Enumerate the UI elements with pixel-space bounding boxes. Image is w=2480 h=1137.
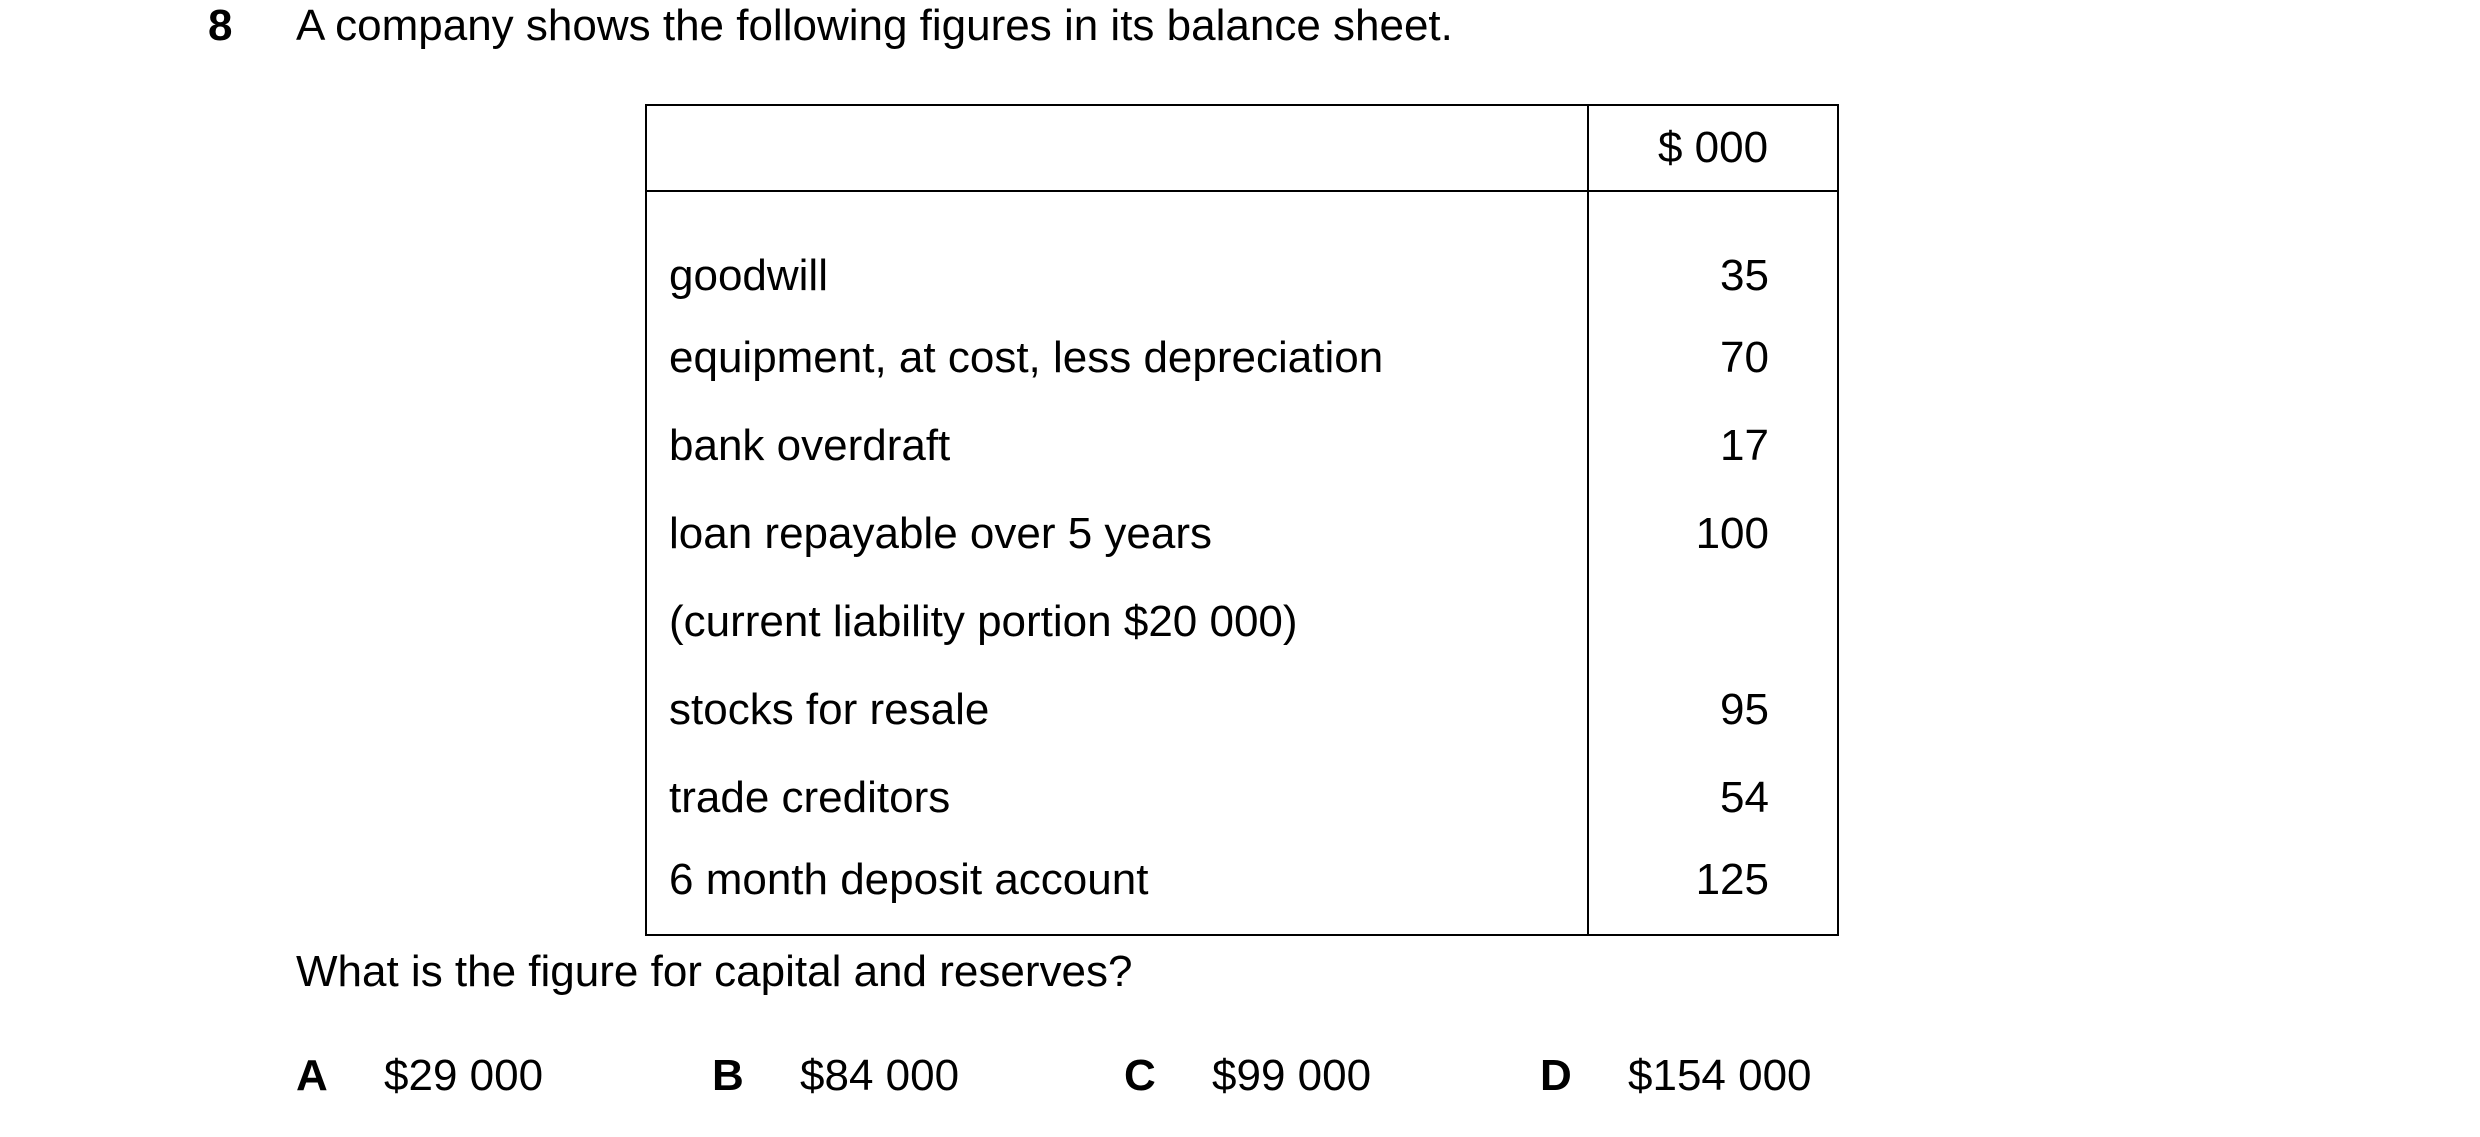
header-item-cell [646,105,1588,191]
option-text: $154 000 [1628,1051,1812,1100]
row-value [1588,578,1838,666]
row-item: equipment, at cost, less depreciation [646,314,1588,402]
row-value: 35 [1588,191,1838,314]
option-d[interactable] [1540,1050,1812,1102]
row-item: (current liability portion $20 000) [646,578,1588,666]
table-row [646,490,1838,578]
row-value: 17 [1588,402,1838,490]
row-item: goodwill [646,191,1588,314]
row-item: stocks for resale [646,666,1588,754]
option-text: $84 000 [800,1051,960,1100]
question-number: 8 [208,1,233,50]
header-unit: $ 000 [1588,105,1838,191]
table-row [646,754,1838,842]
table-row [646,578,1838,666]
table-header-row [646,105,1838,191]
table-row [646,402,1838,490]
question-stem: A company shows the following figures in its balance sheet. [296,1,1453,50]
table-row [646,842,1838,935]
option-letter: A [296,1051,328,1100]
row-item: bank overdraft [646,402,1588,490]
row-value: 70 [1588,314,1838,402]
option-c[interactable] [1124,1050,1371,1102]
table-row [646,314,1838,402]
row-item: loan repayable over 5 years [646,490,1588,578]
option-letter: B [712,1051,744,1100]
option-letter: D [1540,1051,1572,1100]
table-row [646,666,1838,754]
row-value: 95 [1588,666,1838,754]
option-a[interactable] [296,1050,543,1102]
option-text: $99 000 [1212,1051,1372,1100]
row-value: 100 [1588,490,1838,578]
table-row [646,191,1838,314]
balance-sheet-table [645,104,1839,936]
row-item: trade creditors [646,754,1588,842]
row-value: 54 [1588,754,1838,842]
question-prompt: What is the figure for capital and reserves? [296,947,1133,996]
option-text: $29 000 [384,1051,544,1100]
row-item: 6 month deposit account [646,842,1588,935]
option-b[interactable] [712,1050,959,1102]
row-value: 125 [1588,842,1838,935]
option-letter: C [1124,1051,1156,1100]
